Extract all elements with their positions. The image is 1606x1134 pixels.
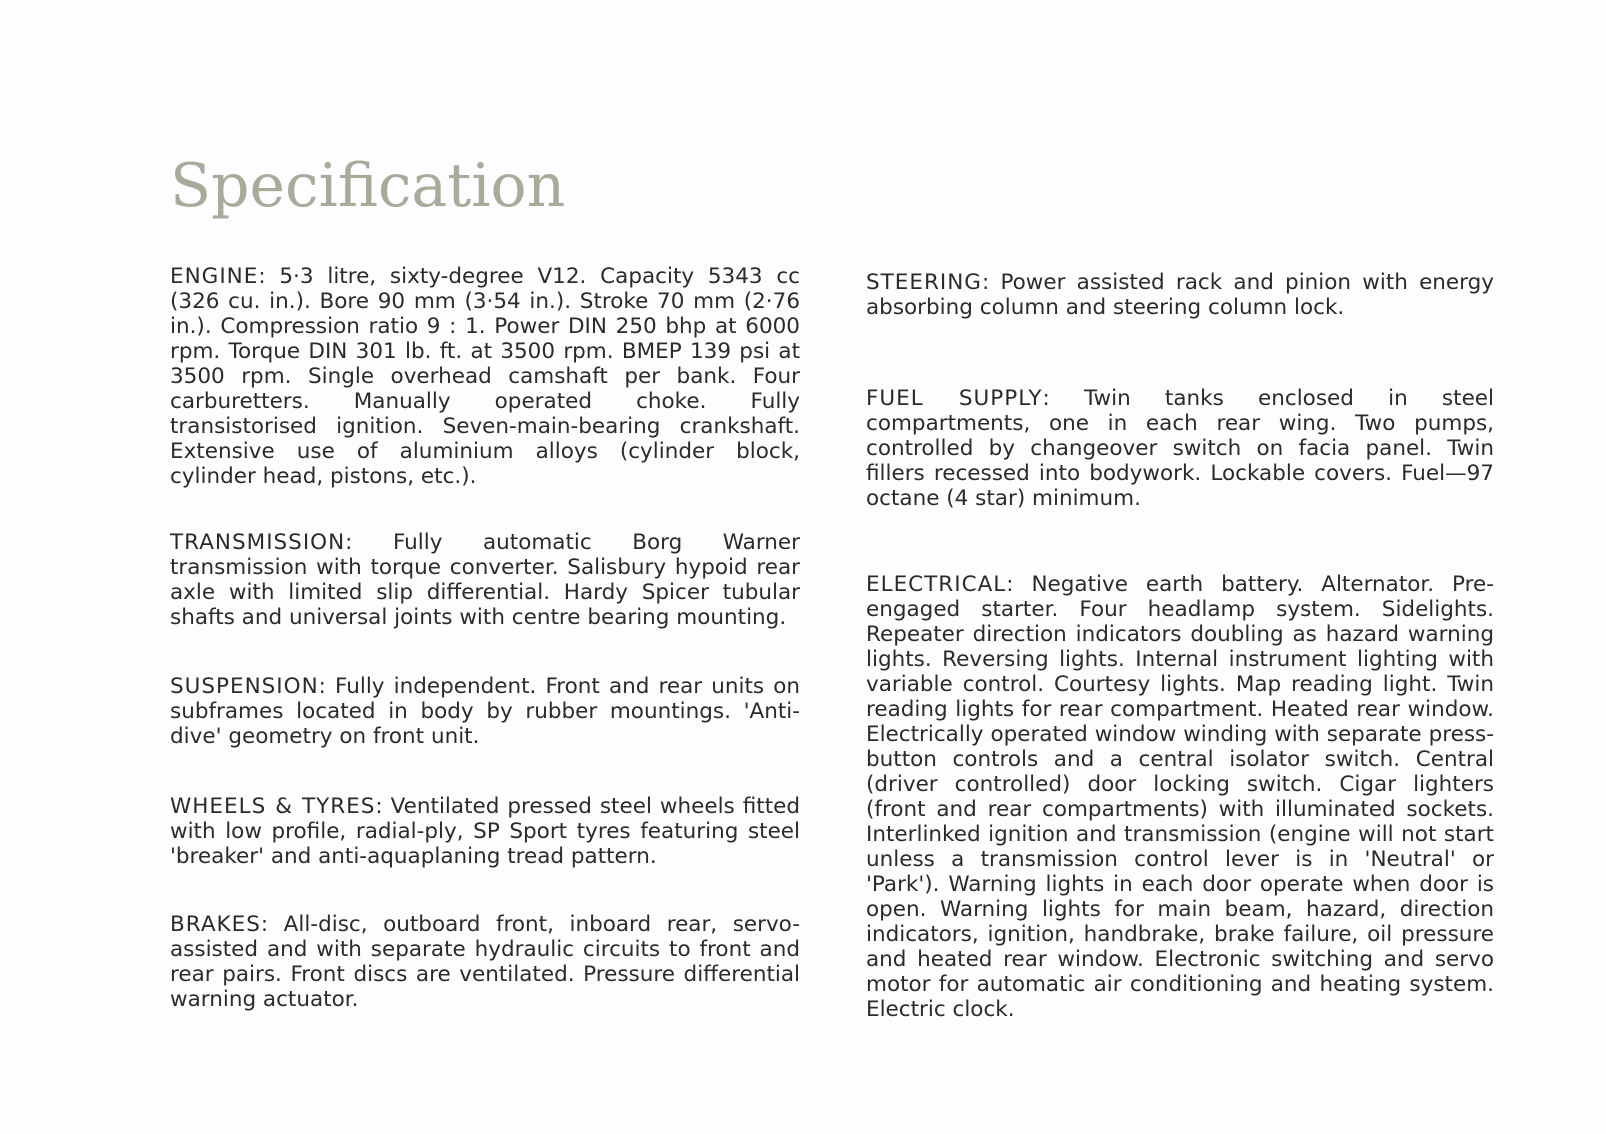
spec-heading: WHEELS & TYRES <box>170 794 376 819</box>
spec-heading: BRAKES <box>170 912 261 937</box>
spec-heading: TRANSMISSION <box>170 530 346 555</box>
spec-text: Power assisted rack and pinion with energy absorbing column and steering column lock. <box>866 270 1494 320</box>
spec-heading: ELECTRICAL <box>866 572 1007 597</box>
spec-text: Ventilated pressed steel wheels fitted with low profile, radial-ply, SP Sport tyres featuring steel 'breaker' and anti-aquaplaning tread pattern. <box>170 794 800 869</box>
spec-suspension: SUSPENSION: Fully independent. Front and rear units on subframes located in body by rubber mountings. 'Anti-dive' geometry on front unit. <box>170 674 801 749</box>
spec-text: Negative earth battery. Alternator. Pre-engaged starter. Four headlamp system. Sidelights. Repeater direction indicators doubling as hazard warning lights. Reversing lights. Internal instrument lighting with variable control. Courtesy lights. Map reading light. Twin reading lights for rear compartment. Heated rear window. Electrically operated window winding with separate press-button controls and a central isolator switch. Central (driver controlled) door locking switch. Cigar lighters (front and rear compartments) with illuminated sockets. Interlinked ignition and transmission (engine will not start unless a transmission control lever is in 'Neutral' or 'Park'). Warning lights in each door operate when door is open. Warning lights for main beam, hazard, direction indicators, ignition, handbrake, brake failure, oil pressure and heated rear window. Electronic switching and servo motor for automatic air conditioning and heating system. Electric clock. <box>866 572 1494 1022</box>
spec-text: 5·3 litre, sixty-degree V12. Capacity 5343 cc (326 cu. in.). Bore 90 mm (3·54 in.). Stroke 70 mm (2·76 in.). Compression ratio 9 : 1. Power DIN 250 bhp at 6000 rpm. Torque DIN 301 lb. ft. at 3500 rpm. BMEP 139 psi at 3500 rpm. Single overhead camshaft per bank. Four carburetters. Manually operated choke. Fully transistorised ignition. Seven-main-bearing crankshaft. Extensive use of aluminium alloys (cylinder block, cylinder head, pistons, etc.). <box>170 264 801 489</box>
spec-fuel-supply: FUEL SUPPLY: Twin tanks enclosed in steel compartments, one in each rear wing. Two pumps, controlled by changeover switch on facia panel. Twin fillers recessed into bodywork. Lockable covers. Fuel—97 octane (4 star) minimum. <box>866 386 1494 511</box>
spec-engine: ENGINE: 5·3 litre, sixty-degree V12. Capacity 5343 cc (326 cu. in.). Bore 90 mm (3·54 in.). Stroke 70 mm (2·76 in.). Compression ratio 9 : 1. Power DIN 250 bhp at 6000 rpm. Torque DIN 301 lb. ft. at 3500 rpm. BMEP 139 psi at 3500 rpm. Single overhead camshaft per bank. Four carburetters. Manually operated choke. Fully transistorised ignition. Seven-main-bearing crankshaft. Extensive use of aluminium alloys (cylinder block, cylinder head, pistons, etc.). <box>170 264 801 489</box>
spec-text: Twin tanks enclosed in steel compartments, one in each rear wing. Two pumps, controlled by changeover switch on facia panel. Twin fillers recessed into bodywork. Lockable covers. Fuel—97 octane (4 star) minimum. <box>866 386 1494 511</box>
spec-brakes: BRAKES: All-disc, outboard front, inboard rear, servo-assisted and with separate hydraulic circuits to front and rear pairs. Front discs are ventilated. Pressure differential warning actuator. <box>170 912 800 1012</box>
spec-text: Fully automatic Borg Warner transmission with torque converter. Salisbury hypoid rear axle with limited slip differential. Hardy Spicer tubular shafts and universal joints with centre bearing mounting. <box>170 530 800 630</box>
page-title: Specification <box>170 151 566 221</box>
spec-text: Fully independent. Front and rear units on subframes located in body by rubber mountings. 'Anti-dive' geometry on front unit. <box>170 674 801 749</box>
spec-wheels-tyres: WHEELS & TYRES: Ventilated pressed steel wheels fitted with low profile, radial-ply, SP Sport tyres featuring steel 'breaker' and anti-aquaplaning tread pattern. <box>170 794 800 869</box>
spec-transmission: TRANSMISSION: Fully automatic Borg Warner transmission with torque converter. Salisbury hypoid rear axle with limited slip differential. Hardy Spicer tubular shafts and universal joints with centre bearing mounting. <box>170 530 800 630</box>
spec-steering: STEERING: Power assisted rack and pinion with energy absorbing column and steering column lock. <box>866 270 1494 320</box>
spec-text: All-disc, outboard front, inboard rear, servo-assisted and with separate hydraulic circuits to front and rear pairs. Front discs are ventilated. Pressure differential warning actuator. <box>170 912 800 1012</box>
spec-heading: SUSPENSION <box>170 674 319 699</box>
spec-heading: ENGINE <box>170 264 259 289</box>
spec-heading: STEERING <box>866 270 982 295</box>
spec-heading: FUEL SUPPLY <box>866 386 1043 411</box>
spec-electrical: ELECTRICAL: Negative earth battery. Alternator. Pre-engaged starter. Four headlamp system. Sidelights. Repeater direction indicators doubling as hazard warning lights. Reversing lights. Internal instrument lighting with variable control. Courtesy lights. Map reading light. Twin reading lights for rear compartment. Heated rear window. Electrically operated window winding with separate press-button controls and a central isolator switch. Central (driver controlled) door locking switch. Cigar lighters (front and rear compartments) with illuminated sockets. Interlinked ignition and transmission (engine will not start unless a transmission control lever is in 'Neutral' or 'Park'). Warning lights in each door operate when door is open. Warning lights for main beam, hazard, direction indicators, ignition, handbrake, brake failure, oil pressure and heated rear window. Electronic switching and servo motor for automatic air conditioning and heating system. Electric clock. <box>866 572 1494 1022</box>
